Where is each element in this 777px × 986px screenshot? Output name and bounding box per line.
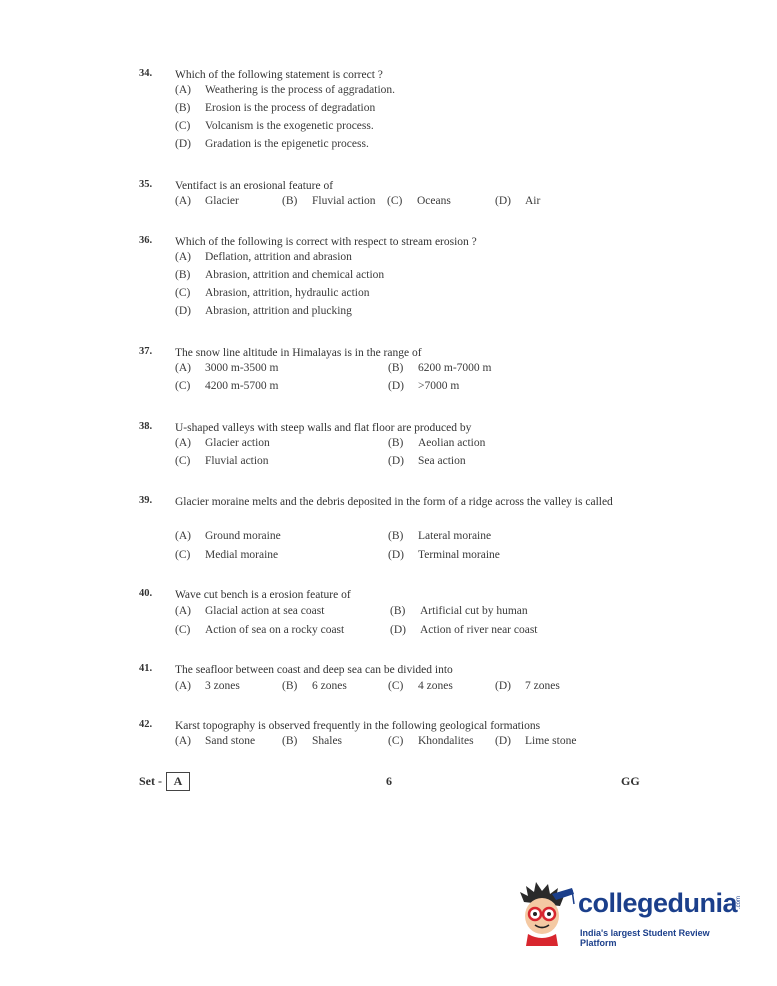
option: (D) Sea action — [388, 455, 466, 467]
question-text: Glacier moraine melts and the debris deposited in the form of a ridge across the valley is called — [175, 496, 613, 508]
option: (B) 6 zones — [282, 680, 347, 692]
option: (D) Gradation is the epigenetic process. — [175, 138, 369, 150]
option: (B) 6200 m-7000 m — [388, 362, 492, 374]
option: (A) Glacier action — [175, 437, 270, 449]
question-text: The seafloor between coast and deep sea can be divided into — [175, 664, 453, 676]
option: (C) Action of sea on a rocky coast — [175, 624, 345, 636]
option: (B) Shales — [282, 735, 343, 747]
option: (D) Action of river near coast — [390, 624, 538, 636]
question-number: 36. — [139, 235, 153, 246]
question-number: 42. — [139, 719, 153, 730]
option: (D) >7000 m — [388, 380, 460, 392]
option: (A) Sand stone — [175, 735, 256, 747]
option: (C) Volcanism is the exogenetic process. — [175, 120, 374, 132]
option: (B) Lateral moraine — [388, 530, 492, 542]
question-text: Karst topography is observed frequently in the following geological formations — [175, 720, 541, 732]
mascot-icon — [518, 880, 576, 950]
question-text: U-shaped valleys with steep walls and flat floor are produced by — [175, 422, 472, 434]
option: (C) 4200 m-5700 m — [175, 380, 279, 392]
option: (A) Glacial action at sea coast — [175, 605, 325, 617]
option: (B) Aeolian action — [388, 437, 486, 449]
question-text: Which of the following is correct with respect to stream erosion ? — [175, 236, 477, 248]
question-number: 35. — [139, 179, 153, 190]
option: (D) Air — [495, 195, 541, 207]
question-number: 34. — [139, 68, 153, 79]
brand-name: collegedunia — [578, 888, 738, 918]
option: (D) 7 zones — [495, 680, 560, 692]
option: (A) 3 zones — [175, 680, 240, 692]
option: (A) Ground moraine — [175, 530, 281, 542]
option: (B) Abrasion, attrition and chemical action — [175, 269, 385, 281]
option: (A) 3000 m-3500 m — [175, 362, 279, 374]
option: (D) Lime stone — [495, 735, 577, 747]
page-number: 6 — [386, 774, 392, 788]
brand-tagline: India's largest Student Review Platform — [580, 928, 710, 948]
option: (C) 4 zones — [388, 680, 453, 692]
option: (C) Khondalites — [388, 735, 474, 747]
question-number: 37. — [139, 346, 153, 357]
question-text: Which of the following statement is correct ? — [175, 69, 383, 81]
option: (B) Artificial cut by human — [390, 605, 528, 617]
option: (D) Abrasion, attrition and plucking — [175, 305, 352, 317]
question-number: 38. — [139, 421, 153, 432]
question-text: Wave cut bench is a erosion feature of — [175, 589, 351, 601]
set-label: Set - — [139, 774, 162, 788]
option: (A) Weathering is the process of aggradation. — [175, 84, 396, 96]
option: (C) Medial moraine — [175, 549, 279, 561]
option: (C) Abrasion, attrition, hydraulic action — [175, 287, 370, 299]
option: (A) Glacier — [175, 195, 239, 207]
question-text: The snow line altitude in Himalayas is in the range of — [175, 347, 422, 359]
question-number: 39. — [139, 495, 153, 506]
brand-com: .com — [736, 896, 742, 910]
option: (B) Erosion is the process of degradation — [175, 102, 376, 114]
collegedunia-logo — [518, 880, 748, 950]
option: (A) Deflation, attrition and abrasion — [175, 251, 352, 263]
set-box: A — [166, 772, 190, 791]
question-number: 40. — [139, 588, 153, 599]
option: (D) Terminal moraine — [388, 549, 500, 561]
option: (C) Fluvial action — [175, 455, 269, 467]
question-number: 41. — [139, 663, 153, 674]
option: (B) Fluvial action — [282, 195, 376, 207]
paper-code: GG — [621, 774, 640, 788]
question-text: Ventifact is an erosional feature of — [175, 180, 334, 192]
option: (C) Oceans — [387, 195, 451, 207]
